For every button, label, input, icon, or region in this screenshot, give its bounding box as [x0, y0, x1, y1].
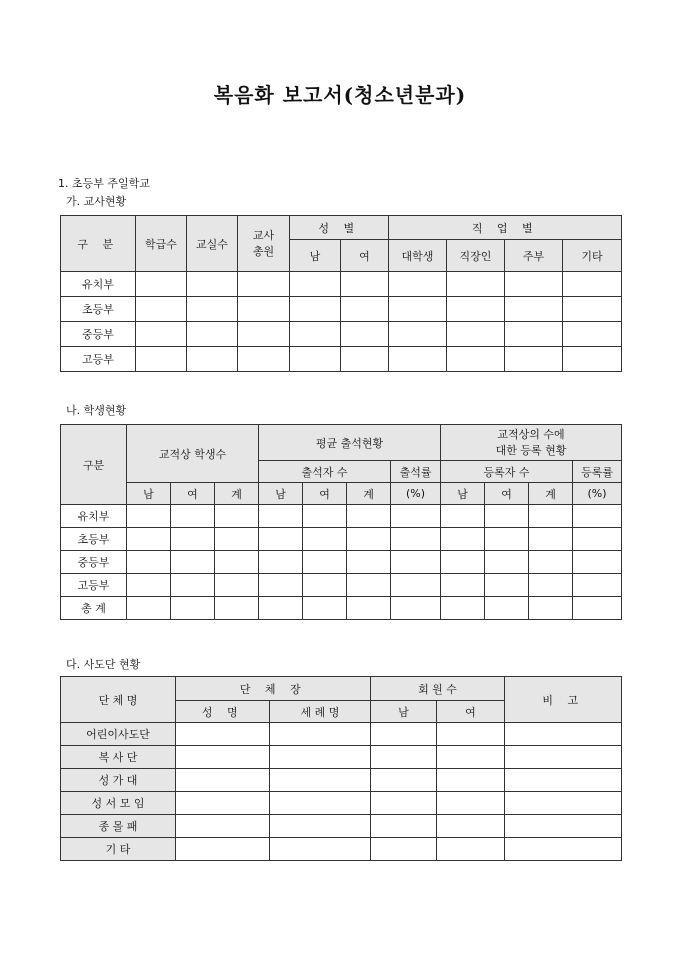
- row-label: 고등부: [61, 574, 127, 597]
- cell[interactable]: [171, 551, 215, 574]
- row-label: 초등부: [61, 297, 136, 322]
- cell[interactable]: [573, 528, 622, 551]
- cell[interactable]: [389, 322, 447, 347]
- cell[interactable]: [290, 297, 341, 322]
- apostolic-group-table: [60, 676, 622, 861]
- cell[interactable]: [347, 505, 391, 528]
- header-enrolled-students: 교적상 학생수: [127, 425, 259, 483]
- cell[interactable]: [441, 551, 485, 574]
- cell[interactable]: [529, 505, 573, 528]
- header-female: 여: [171, 483, 215, 505]
- cell[interactable]: [563, 322, 622, 347]
- subsection-teachers: 가. 교사현황: [66, 195, 127, 208]
- cell[interactable]: [505, 838, 622, 861]
- cell[interactable]: [437, 746, 505, 769]
- cell[interactable]: [505, 746, 622, 769]
- cell[interactable]: [238, 322, 290, 347]
- cell[interactable]: [441, 574, 485, 597]
- row-label: 기 타: [61, 838, 176, 861]
- cell[interactable]: [303, 528, 347, 551]
- row-label: 중등부: [61, 551, 127, 574]
- header-attendees: 출석자 수: [259, 461, 391, 483]
- cell[interactable]: [270, 769, 371, 792]
- cell[interactable]: [437, 723, 505, 746]
- header-registrants: 등록자 수: [441, 461, 573, 483]
- cell[interactable]: [341, 272, 389, 297]
- cell[interactable]: [391, 528, 441, 551]
- header-avg-attendance: 평균 출석현황: [259, 425, 441, 461]
- cell[interactable]: [238, 347, 290, 372]
- cell[interactable]: [270, 792, 371, 815]
- cell[interactable]: [505, 792, 622, 815]
- cell[interactable]: [136, 322, 187, 347]
- cell[interactable]: [176, 792, 270, 815]
- cell[interactable]: [215, 551, 259, 574]
- cell[interactable]: [303, 597, 347, 620]
- cell[interactable]: [270, 746, 371, 769]
- cell[interactable]: [127, 505, 171, 528]
- cell[interactable]: [303, 505, 347, 528]
- cell[interactable]: [176, 838, 270, 861]
- cell[interactable]: [187, 347, 238, 372]
- row-label: 복 사 단: [61, 746, 176, 769]
- header-student: 대학생: [389, 240, 447, 272]
- cell[interactable]: [529, 597, 573, 620]
- row-label: 어린이사도단: [61, 723, 176, 746]
- table-row: [61, 347, 622, 372]
- header-male: 남: [127, 483, 171, 505]
- cell[interactable]: [485, 505, 529, 528]
- cell[interactable]: [563, 297, 622, 322]
- header-etc: 기타: [563, 240, 622, 272]
- cell[interactable]: [136, 297, 187, 322]
- cell[interactable]: [176, 815, 270, 838]
- cell[interactable]: [485, 528, 529, 551]
- header-male: 남: [371, 701, 437, 723]
- cell[interactable]: [347, 551, 391, 574]
- cell[interactable]: [171, 574, 215, 597]
- cell[interactable]: [303, 551, 347, 574]
- header-group-name: 단 체 명: [61, 677, 176, 723]
- cell[interactable]: [215, 505, 259, 528]
- header-registration-line2: 대한 등록 현황: [495, 443, 567, 457]
- row-label: 중등부: [61, 322, 136, 347]
- cell[interactable]: [171, 528, 215, 551]
- cell[interactable]: [215, 597, 259, 620]
- cell[interactable]: [303, 574, 347, 597]
- header-male: 남: [259, 483, 303, 505]
- header-gender: 성 별: [290, 216, 389, 240]
- row-label: 성 가 대: [61, 769, 176, 792]
- header-total: 계: [215, 483, 259, 505]
- header-female: 여: [303, 483, 347, 505]
- cell[interactable]: [171, 505, 215, 528]
- cell[interactable]: [505, 723, 622, 746]
- cell[interactable]: [447, 297, 505, 322]
- cell[interactable]: [371, 769, 437, 792]
- table-row: [61, 597, 622, 620]
- header-classes: 학급수: [136, 216, 187, 272]
- table-row: [61, 574, 622, 597]
- cell[interactable]: [371, 838, 437, 861]
- cell[interactable]: [136, 272, 187, 297]
- cell[interactable]: [259, 528, 303, 551]
- row-label: 성 서 모 임: [61, 792, 176, 815]
- cell[interactable]: [341, 322, 389, 347]
- subsection-apostolic-groups: 다. 사도단 현황: [66, 658, 141, 671]
- cell[interactable]: [573, 574, 622, 597]
- cell[interactable]: [176, 746, 270, 769]
- header-female: 여: [341, 240, 389, 272]
- cell[interactable]: [371, 746, 437, 769]
- header-gubun: 구 분: [61, 216, 136, 272]
- header-teachers-total: [238, 216, 290, 272]
- table-row: [61, 746, 622, 769]
- header-female: 여: [485, 483, 529, 505]
- header-total: 계: [529, 483, 573, 505]
- cell[interactable]: [505, 322, 563, 347]
- cell[interactable]: [215, 574, 259, 597]
- header-occupation: 직 업 별: [389, 216, 622, 240]
- cell[interactable]: [389, 347, 447, 372]
- cell[interactable]: [127, 551, 171, 574]
- cell[interactable]: [437, 838, 505, 861]
- cell[interactable]: [437, 792, 505, 815]
- cell[interactable]: [391, 597, 441, 620]
- header-attendance-rate: 출석률: [391, 461, 441, 483]
- header-female: 여: [437, 701, 505, 723]
- row-label: 유치부: [61, 272, 136, 297]
- cell[interactable]: [171, 597, 215, 620]
- cell[interactable]: [447, 322, 505, 347]
- cell[interactable]: [447, 347, 505, 372]
- header-note: 비 고: [505, 677, 622, 723]
- header-leader-name: 성 명: [176, 701, 270, 723]
- table-row: [61, 297, 622, 322]
- cell[interactable]: [187, 322, 238, 347]
- header-member-count: 회 원 수: [371, 677, 505, 701]
- table-row: [61, 322, 622, 347]
- cell[interactable]: [259, 574, 303, 597]
- table-row: [61, 769, 622, 792]
- cell[interactable]: [270, 815, 371, 838]
- cell[interactable]: [529, 574, 573, 597]
- cell[interactable]: [389, 272, 447, 297]
- cell[interactable]: [573, 505, 622, 528]
- cell[interactable]: [437, 815, 505, 838]
- table-row: [61, 551, 622, 574]
- cell[interactable]: [187, 272, 238, 297]
- header-teachers-line2: 총원: [252, 244, 275, 258]
- cell[interactable]: [529, 528, 573, 551]
- page-title: 복음화 보고서(청소년분과): [213, 83, 467, 107]
- cell[interactable]: [391, 574, 441, 597]
- teacher-status-table: [60, 215, 622, 372]
- cell[interactable]: [563, 272, 622, 297]
- cell[interactable]: [447, 272, 505, 297]
- cell[interactable]: [485, 574, 529, 597]
- cell[interactable]: [371, 815, 437, 838]
- cell[interactable]: [437, 769, 505, 792]
- cell[interactable]: [127, 528, 171, 551]
- cell[interactable]: [127, 597, 171, 620]
- cell[interactable]: [485, 597, 529, 620]
- cell[interactable]: [529, 551, 573, 574]
- cell[interactable]: [270, 838, 371, 861]
- cell[interactable]: [371, 723, 437, 746]
- header-registration-rate: 등록률: [573, 461, 622, 483]
- cell[interactable]: [176, 769, 270, 792]
- cell[interactable]: [485, 551, 529, 574]
- cell[interactable]: [573, 551, 622, 574]
- cell[interactable]: [505, 297, 563, 322]
- row-label: 고등부: [61, 347, 136, 372]
- cell[interactable]: [136, 347, 187, 372]
- header-rooms: 교실수: [187, 216, 238, 272]
- cell[interactable]: [347, 574, 391, 597]
- cell[interactable]: [391, 551, 441, 574]
- cell[interactable]: [341, 347, 389, 372]
- row-label: 종 몰 패: [61, 815, 176, 838]
- cell[interactable]: [127, 574, 171, 597]
- cell[interactable]: [347, 528, 391, 551]
- table-row: [61, 815, 622, 838]
- cell[interactable]: [290, 272, 341, 297]
- cell[interactable]: [505, 347, 563, 372]
- table-row: [61, 838, 622, 861]
- header-group-leader: 단 체 장: [176, 677, 371, 701]
- header-registration-line1: 교적상의 수에: [497, 427, 565, 441]
- cell[interactable]: [371, 792, 437, 815]
- cell[interactable]: [176, 723, 270, 746]
- cell[interactable]: [505, 815, 622, 838]
- cell[interactable]: [505, 272, 563, 297]
- table-row: [61, 528, 622, 551]
- row-label-total: 총 계: [61, 597, 127, 620]
- cell[interactable]: [270, 723, 371, 746]
- header-percent: (%): [391, 483, 441, 505]
- cell[interactable]: [441, 528, 485, 551]
- cell[interactable]: [290, 347, 341, 372]
- section-heading: 1. 초등부 주일학교: [58, 177, 150, 190]
- row-label: 유치부: [61, 505, 127, 528]
- cell[interactable]: [347, 597, 391, 620]
- table-row: [61, 272, 622, 297]
- cell[interactable]: [573, 597, 622, 620]
- cell[interactable]: [259, 551, 303, 574]
- cell[interactable]: [441, 597, 485, 620]
- cell[interactable]: [259, 505, 303, 528]
- header-housewife: 주부: [505, 240, 563, 272]
- header-worker: 직장인: [447, 240, 505, 272]
- cell[interactable]: [441, 505, 485, 528]
- cell[interactable]: [238, 297, 290, 322]
- header-male: 남: [290, 240, 341, 272]
- header-gubun: 구분: [61, 425, 127, 505]
- cell[interactable]: [290, 322, 341, 347]
- cell[interactable]: [341, 297, 389, 322]
- subsection-students: 나. 학생현황: [66, 404, 127, 417]
- header-registration-status: [441, 425, 622, 461]
- cell[interactable]: [215, 528, 259, 551]
- table-row: [61, 505, 622, 528]
- cell[interactable]: [391, 505, 441, 528]
- table-row: [61, 792, 622, 815]
- header-teachers-line1: 교사: [252, 228, 275, 242]
- student-status-table: [60, 424, 622, 620]
- cell[interactable]: [259, 597, 303, 620]
- header-total: 계: [347, 483, 391, 505]
- cell[interactable]: [238, 272, 290, 297]
- cell[interactable]: [563, 347, 622, 372]
- header-male: 남: [441, 483, 485, 505]
- header-baptismal-name: 세 례 명: [270, 701, 371, 723]
- table-row: [61, 723, 622, 746]
- cell[interactable]: [505, 769, 622, 792]
- header-percent: (%): [573, 483, 622, 505]
- row-label: 초등부: [61, 528, 127, 551]
- cell[interactable]: [187, 297, 238, 322]
- cell[interactable]: [389, 297, 447, 322]
